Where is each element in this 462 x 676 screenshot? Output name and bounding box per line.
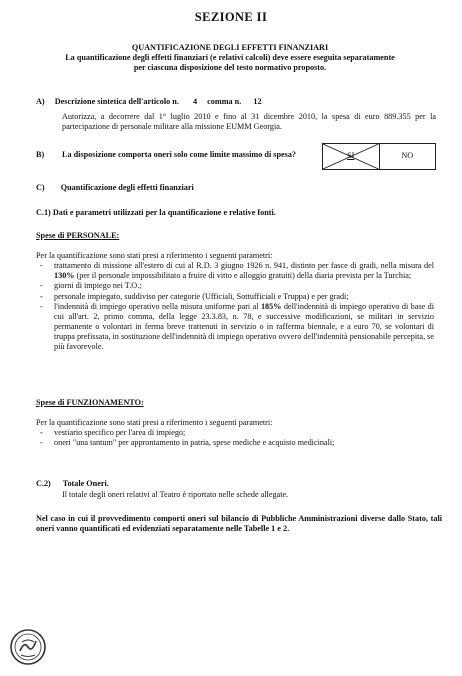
section-title: SEZIONE II — [194, 10, 268, 24]
section-c2-text: Il totale degli oneri relativi al Teatro è riportato nelle schede allegate. — [62, 490, 289, 499]
option-no-label: NO — [401, 151, 414, 161]
comma-label: comma n. — [207, 97, 242, 106]
funzionamento-item2-text: oneri "una tantum" per approntamento in patria, spese mediche e acquisto medicinali; — [54, 438, 335, 448]
funzionamento-intro: Per la quantificazione sono stati presi a riferimento i seguenti parametri: — [36, 418, 273, 427]
section-b-label: B) — [36, 150, 45, 159]
section-c-label: C) — [36, 183, 45, 192]
list-item — [36, 292, 434, 302]
section-c1-title: Dati e parametri utilizzati per la quantificazione e relative fonti. — [52, 208, 276, 217]
section-b-question-text: La disposizione comporta oneri solo come limite massimo di spesa? — [62, 150, 297, 159]
personale-heading-post: : — [116, 231, 120, 240]
personale-intro: Per la quantificazione sono stati presi a riferimento i seguenti parametri: — [36, 251, 273, 260]
section-a-text-before: Autorizza, a decorrere dal 1° luglio 2010 e fino al 31 dicembre 2010, la spesa di euro — [62, 112, 385, 121]
section-b-question — [36, 150, 316, 160]
funzionamento-heading-main: FUNZIONAMENTO — [66, 398, 141, 407]
section-c2-heading — [36, 479, 109, 489]
percentage-130: 130% — [54, 271, 75, 281]
personale-item4-text-end: dell'indennità di impiego operativo di base di cui all'art. 2, primo comma, della legge 23.3.83, n. 78, e successive modificazioni, se militari in servizio permanente o volontari in ferma breve trattenuti in servizio o in rafferma biennale, e a euro 70, se volontari di truppa prefissata, in sostituzione dell'indennità di impiego operativo ovvero dell'indennità pensionabile percepita, se più favorevole. — [54, 301, 434, 352]
quantification-title: QUANTIFICAZIONE DEGLI EFFETTI FINANZIARI — [131, 43, 329, 52]
personale-item3-text: personale impiegato, suddiviso per categorie (Ufficiali, Sottufficiali e Truppa) e per gradi; — [54, 291, 349, 301]
funzionamento-item1-text: vestiario specifico per l'area di impiego; — [54, 428, 186, 437]
list-item — [36, 438, 434, 448]
articolo-number: 4 — [192, 97, 198, 106]
section-a-text-after: per la partecipazione di personale militare alla missione EUMM Georgia. — [62, 112, 436, 132]
final-paragraph: Nel caso in cui il provvedimento comporti oneri sul bilancio di Pubbliche Amministrazioni diverse dallo Stato, tali oneri vanno quantificati ed evidenziati separatamente nelle Tabelle 1 e 2. — [36, 514, 442, 534]
percentage-185: 185% — [260, 301, 282, 311]
personale-item2-text: giorni di impiego nei T.O.; — [54, 281, 142, 291]
quantification-subtitle: La quantificazione degli effetti finanziari (e relativi calcoli) deve essere eseguita separatamente per ciascuna disposizione del testo normativo proposto. — [65, 53, 395, 73]
si-no-box — [322, 143, 436, 170]
option-si-label: SI — [347, 151, 355, 161]
comma-number: 12 — [253, 97, 262, 106]
section-c2-title: Totale Oneri. — [62, 479, 109, 488]
list-item — [36, 302, 434, 353]
personale-heading-main: PERSONALE — [66, 231, 117, 240]
funzionamento-heading — [36, 398, 144, 408]
list-item — [36, 428, 434, 438]
personale-item1-text-end: (per il personale impossibilitato a fruire di vitto e alloggio gratuiti) della diaria prevista per la Turchia; — [74, 271, 412, 281]
section-c-title: Quantificazione degli effetti finanziari — [60, 183, 194, 192]
section-a-description: Descrizione sintetica dell'articolo n. — [54, 97, 179, 106]
funzionamento-list — [36, 428, 434, 448]
personale-item1-text: trattamento di missione all'estero di cui al R.D. 3 giugno 1926 n. 941, distinto per fasce di gradi, nella misura del — [54, 261, 434, 270]
section-c2-label: C.2) — [36, 479, 51, 488]
personale-heading-pre: Spese di — [36, 231, 67, 240]
section-c-heading — [36, 183, 194, 193]
amount-value: 889.355 — [384, 112, 411, 121]
personale-item4-text: l'indennità di impiego operativo nella misura uniforme pari al — [54, 301, 261, 311]
option-si-cell — [323, 144, 380, 169]
section-c1-label: C.1) — [36, 208, 51, 217]
list-item — [36, 261, 434, 281]
section-a-heading — [36, 97, 436, 107]
funzionamento-heading-pre: Spese di — [36, 398, 67, 407]
funzionamento-heading-post: : — [140, 398, 144, 407]
section-c1-heading — [36, 208, 276, 218]
personale-heading — [36, 231, 119, 241]
option-no-cell — [380, 144, 436, 169]
list-item — [36, 281, 434, 291]
section-a-label: A) — [36, 97, 45, 106]
section-a-text — [62, 112, 436, 132]
seal-stamp-icon — [8, 627, 48, 667]
personale-list — [36, 261, 434, 353]
